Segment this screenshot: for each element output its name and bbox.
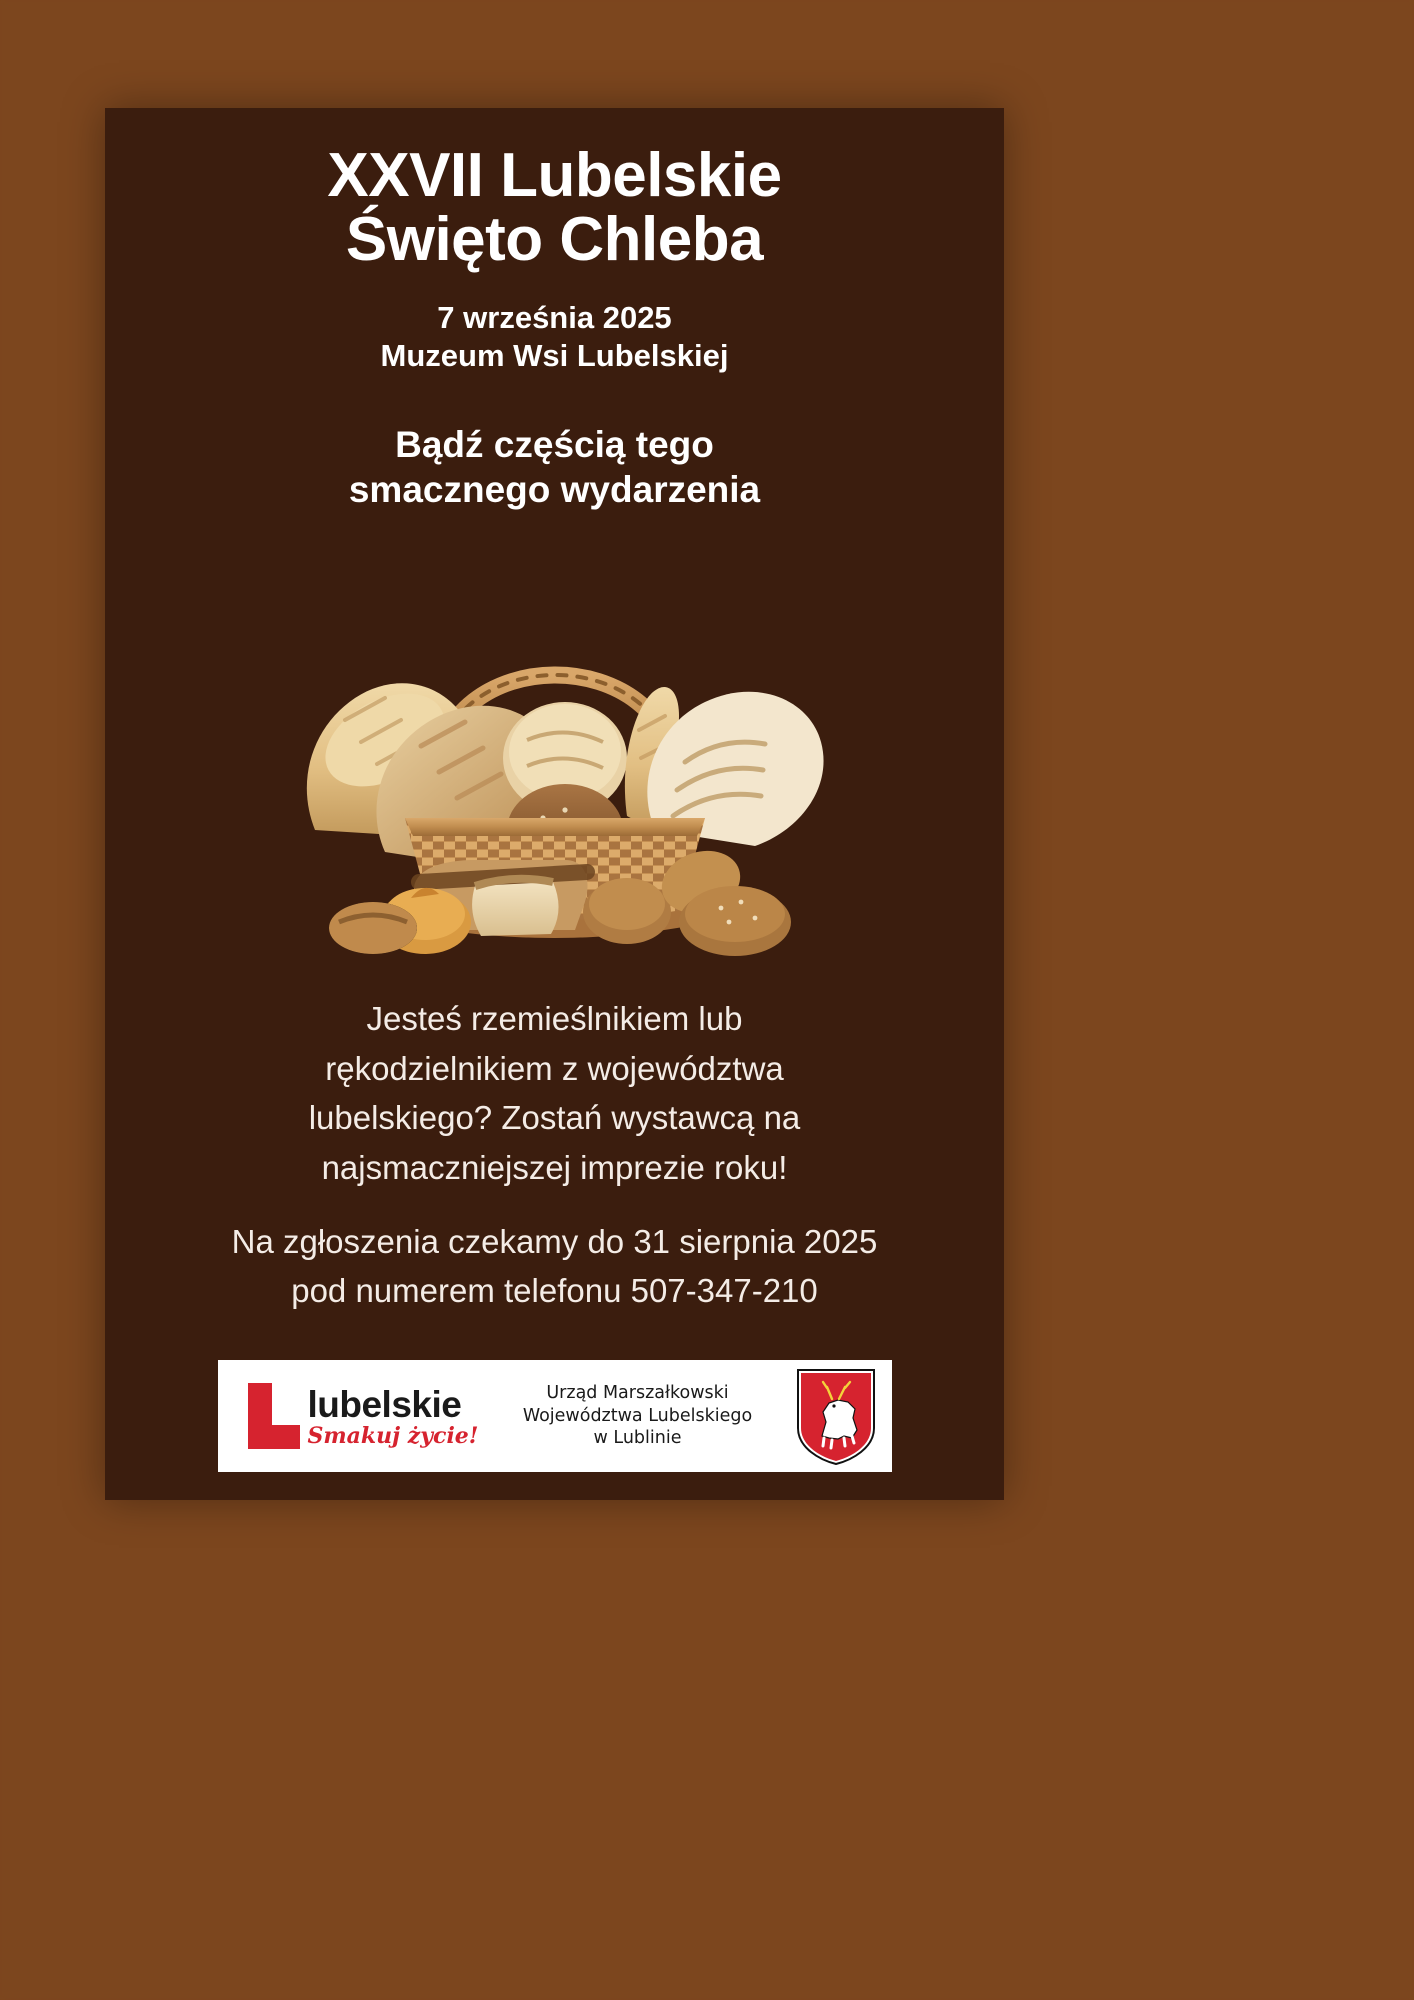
lublin-crest-icon bbox=[794, 1366, 878, 1466]
tagline-line-2: smacznego wydarzenia bbox=[348, 468, 761, 510]
sponsor-logo-bar bbox=[218, 1360, 892, 1472]
body-copy bbox=[105, 960, 1004, 1192]
body-line-3: lubelskiego? Zostań wystawcą na bbox=[308, 1099, 801, 1137]
body-line-1: Jesteś rzemieślnikiem lub bbox=[366, 1000, 743, 1038]
lubelskie-brand-text bbox=[307, 1383, 479, 1449]
poster-card bbox=[105, 108, 1004, 1500]
event-date: 7 września 2025 bbox=[437, 299, 672, 335]
title-line-2: Święto Chleba bbox=[345, 205, 764, 275]
body-line-2: rękodzielnikiem z województwa bbox=[325, 1049, 784, 1087]
event-venue: Muzeum Wsi Lubelskiej bbox=[380, 338, 729, 374]
office-line-2: Województwa Lubelskiego bbox=[522, 1405, 753, 1426]
lubelskie-brand-slogan: Smakuj życie! bbox=[307, 1422, 479, 1449]
lubelskie-brand-logo bbox=[218, 1383, 486, 1449]
tagline-line-1: Bądź częścią tego bbox=[395, 423, 714, 465]
body-line-4: najsmaczniejszej imprezie roku! bbox=[321, 1148, 788, 1186]
bread-basket-image bbox=[235, 530, 875, 960]
marshal-office-text bbox=[486, 1382, 794, 1450]
office-line-1: Urząd Marszałkowski bbox=[546, 1382, 729, 1403]
page-title bbox=[105, 108, 1004, 273]
office-line-3: w Lublinie bbox=[593, 1428, 682, 1449]
deadline-line-2: pod numerem telefonu 507-347-210 bbox=[291, 1271, 818, 1309]
deadline-contact bbox=[105, 1192, 1004, 1316]
title-line-1: XXVII Lubelskie bbox=[327, 141, 782, 210]
lubelskie-brand-word: lubelskie bbox=[307, 1383, 462, 1425]
event-tagline bbox=[105, 376, 1004, 512]
deadline-line-1: Na zgłoszenia czekamy do 31 sierpnia 2025 bbox=[231, 1223, 878, 1261]
lubelskie-l-mark-icon bbox=[248, 1383, 300, 1449]
event-details bbox=[105, 273, 1004, 376]
